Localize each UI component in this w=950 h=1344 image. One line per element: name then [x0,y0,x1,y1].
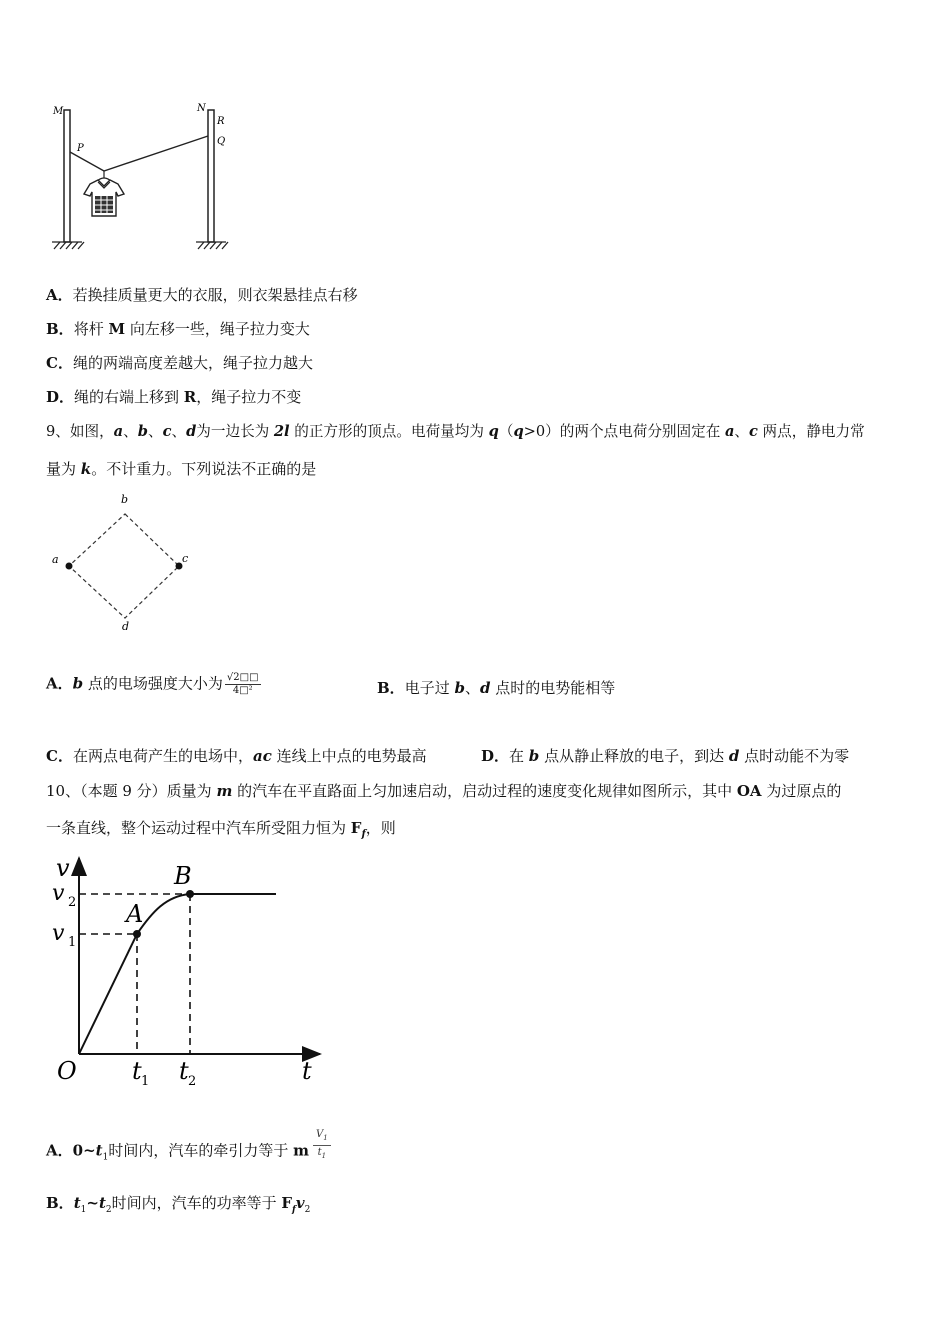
q9-option-c: C．在两点电荷产生的电场中，ac 连线上中点的电势最高 [46,747,427,765]
shirt-icon [84,180,124,216]
q9-stem-line2: 量为 k。不计重力。下列说法不正确的是 [46,460,317,478]
label-a: A [126,900,144,928]
label-t1: t [132,1057,142,1085]
label-t: t [302,1057,312,1085]
line-oa [79,934,137,1054]
q9-option-a: A．b 点的电场强度大小为 $\frac{√2□□}{\text{4□²}}$ [46,672,259,696]
label-r: R [217,116,225,127]
q9-option-b: B．电子过 b、d 点时的电势能相等 [377,679,616,697]
q9-field-fraction: $\frac{√2□□}{\text{4□²}}$ [226,672,259,696]
q9-stem-line1: 9、如图，a、b、c、d为一边长为 2l 的正方形的顶点。电荷量均为 q（q>0）的两个点电荷分别固定在 a、c 两点，静电力常 [46,423,865,440]
ground-right [196,242,228,249]
label-v2: v [52,881,65,906]
clothesline-figure [44,96,264,256]
label-p: P [77,143,84,154]
square-figure [44,490,204,640]
label-t1-sub: 1 [141,1074,150,1089]
label-t2-sub: 2 [188,1074,197,1089]
label-b: B [174,862,192,890]
label-v1: v [52,921,65,946]
label-v: v [56,854,70,882]
q10-option-b: B．$t_1\sim t_2$时间内，汽车的功率等于 $F_fv_2$ [46,1194,311,1215]
q10-stem-line1: 10、（本题 9 分）质量为 m 的汽车在平直路面上匀加速启动，启动过程的速度变化规律如图所示，其中 OA 为过原点的 [46,782,842,800]
velocity-time-graph [44,850,334,1090]
charge-a [66,563,73,570]
label-q: Q [217,136,226,147]
q10-traction-fraction: $\frac{V_1}{t_1}$ [313,1128,331,1163]
q10-stem-line2: 一条直线，整个运动过程中汽车所受阻力恒为 $F_f$，则 [46,819,396,840]
square-outline [69,514,179,618]
rope [70,136,208,171]
label-v1-sub: 1 [68,935,77,950]
label-b: b [121,493,129,506]
point-a [133,930,141,938]
q8-option-b: B．将杆 M 向左移一些，绳子拉力变大 [46,320,310,338]
label-c: c [182,552,189,565]
curve-ab [137,894,190,934]
ground-left [52,242,84,249]
q9-option-d: D．在 b 点从静止释放的电子，到达 d 点时动能不为零 [481,747,850,765]
q8-option-d: D．绳的右端上移到 R，绳子拉力不变 [46,388,302,406]
pole-n [208,110,214,242]
q8-option-a: A．若换挂质量更大的衣服，则衣架悬挂点右移 [46,286,358,304]
label-v2-sub: 2 [68,895,77,910]
label-n: N [197,103,206,114]
label-t2: t [179,1057,189,1085]
point-b [186,890,194,898]
label-m: M [53,106,64,117]
pole-m [64,110,70,242]
label-a: a [52,553,59,566]
label-o: O [57,1057,77,1085]
label-d: d [122,620,130,633]
q10-option-a: A．$0\sim t_1$时间内，汽车的牵引力等于 m $\frac{V_1}{t_1}$ [46,1134,331,1169]
q8-option-c: C．绳的两端高度差越大，绳子拉力越大 [46,354,313,372]
